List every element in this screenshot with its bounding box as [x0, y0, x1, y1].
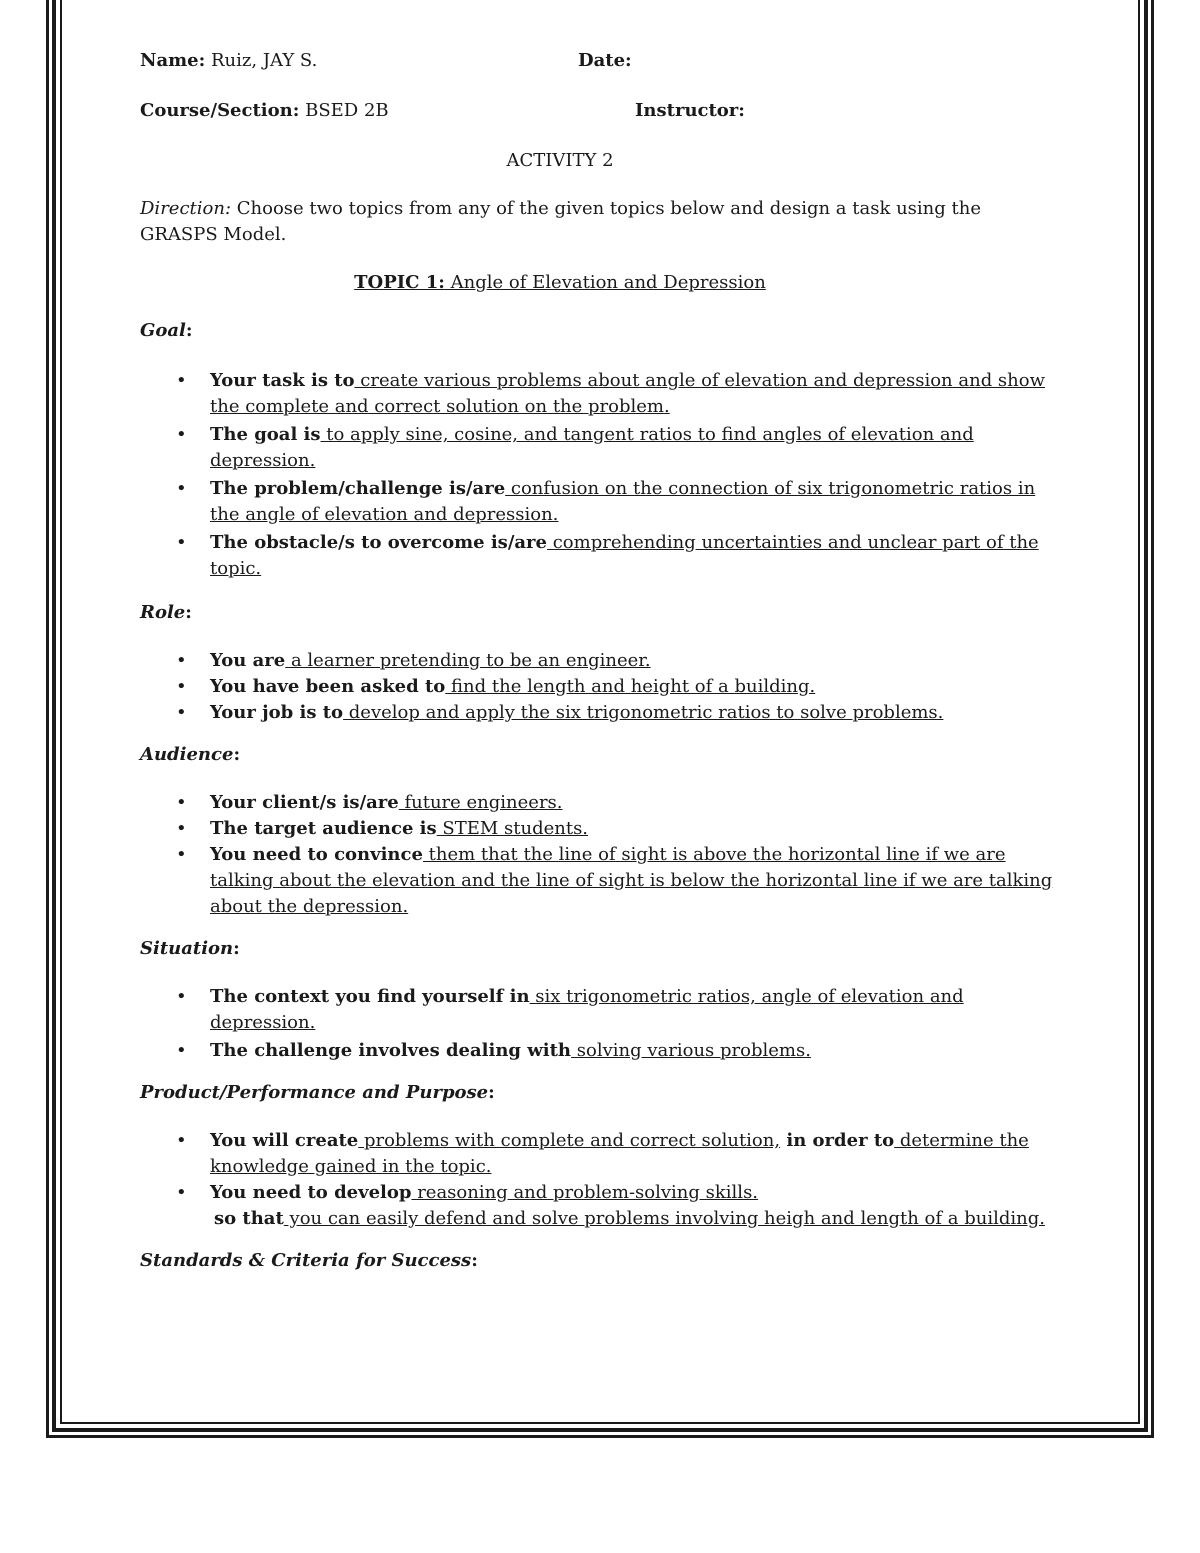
activity-title: ACTIVITY 2 — [506, 150, 614, 171]
direction-paragraph — [140, 196, 1060, 248]
list-item: • The problem/challenge is/are confusion on the connection of six trigonometric ratios in the angle of elevation and depression. — [210, 476, 1060, 528]
list-item: • You are a learner pretending to be an engineer. — [210, 648, 1060, 674]
name-value: Ruiz, JAY S. — [211, 50, 318, 71]
list-item: • You need to develop reasoning and problem-solving skills. so that you can easily defend and solve problems involving heigh and length of a building. — [210, 1180, 1060, 1232]
topic-name: Angle of Elevation and Depression — [444, 272, 766, 293]
list-item: • The context you find yourself in six trigonometric ratios, angle of elevation and depression. — [210, 984, 1060, 1036]
role-heading: Role: — [140, 602, 192, 623]
date-label: Date: — [578, 50, 632, 71]
audience-heading: Audience: — [140, 744, 241, 765]
audience-list — [140, 790, 1060, 920]
list-item: • Your client/s is/are future engineers. — [210, 790, 1060, 816]
list-item: • The target audience is STEM students. — [210, 816, 1060, 842]
course-value: BSED 2B — [305, 100, 389, 121]
name-date-row — [140, 48, 1060, 76]
list-item: • You need to convince them that the line of sight is above the horizontal line if we are talking about the elevation and the line of sight is below the horizontal line if we are talking about the depression. — [210, 842, 1060, 920]
situation-heading: Situation: — [140, 938, 240, 959]
list-item: • The goal is to apply sine, cosine, and tangent ratios to find angles of elevation and depression. — [210, 422, 1060, 474]
role-list — [140, 648, 1060, 726]
direction-label: Direction: — [140, 198, 232, 219]
topic-label: TOPIC 1: — [354, 272, 445, 293]
course-instructor-row — [140, 98, 1060, 126]
course-label: Course/Section: — [140, 100, 300, 121]
instructor-label: Instructor: — [635, 100, 745, 121]
list-item: • Your job is to develop and apply the six trigonometric ratios to solve problems. — [210, 700, 1060, 726]
goal-heading: Goal: — [140, 320, 193, 341]
name-label: Name: — [140, 50, 206, 71]
situation-list — [140, 984, 1060, 1064]
topic-title — [60, 270, 1060, 296]
document-body — [140, 48, 1060, 1274]
product-list — [140, 1128, 1060, 1232]
goal-list — [140, 368, 1060, 582]
list-item: • You will create problems with complete and correct solution, in order to determine the knowledge gained in the topic. — [210, 1128, 1060, 1180]
product-heading: Product/Performance and Purpose: — [140, 1082, 495, 1103]
list-item: • Your task is to create various problems about angle of elevation and depression and show the complete and correct solution on the problem. — [210, 368, 1060, 420]
standards-heading: Standards & Criteria for Success: — [140, 1250, 478, 1271]
list-item: • The challenge involves dealing with solving various problems. — [210, 1038, 1060, 1064]
list-item: • You have been asked to find the length and height of a building. — [210, 674, 1060, 700]
direction-text: Choose two topics from any of the given topics below and design a task using the GRASPS Model. — [140, 198, 981, 245]
list-item: • The obstacle/s to overcome is/are comprehending uncertainties and unclear part of the topic. — [210, 530, 1060, 582]
